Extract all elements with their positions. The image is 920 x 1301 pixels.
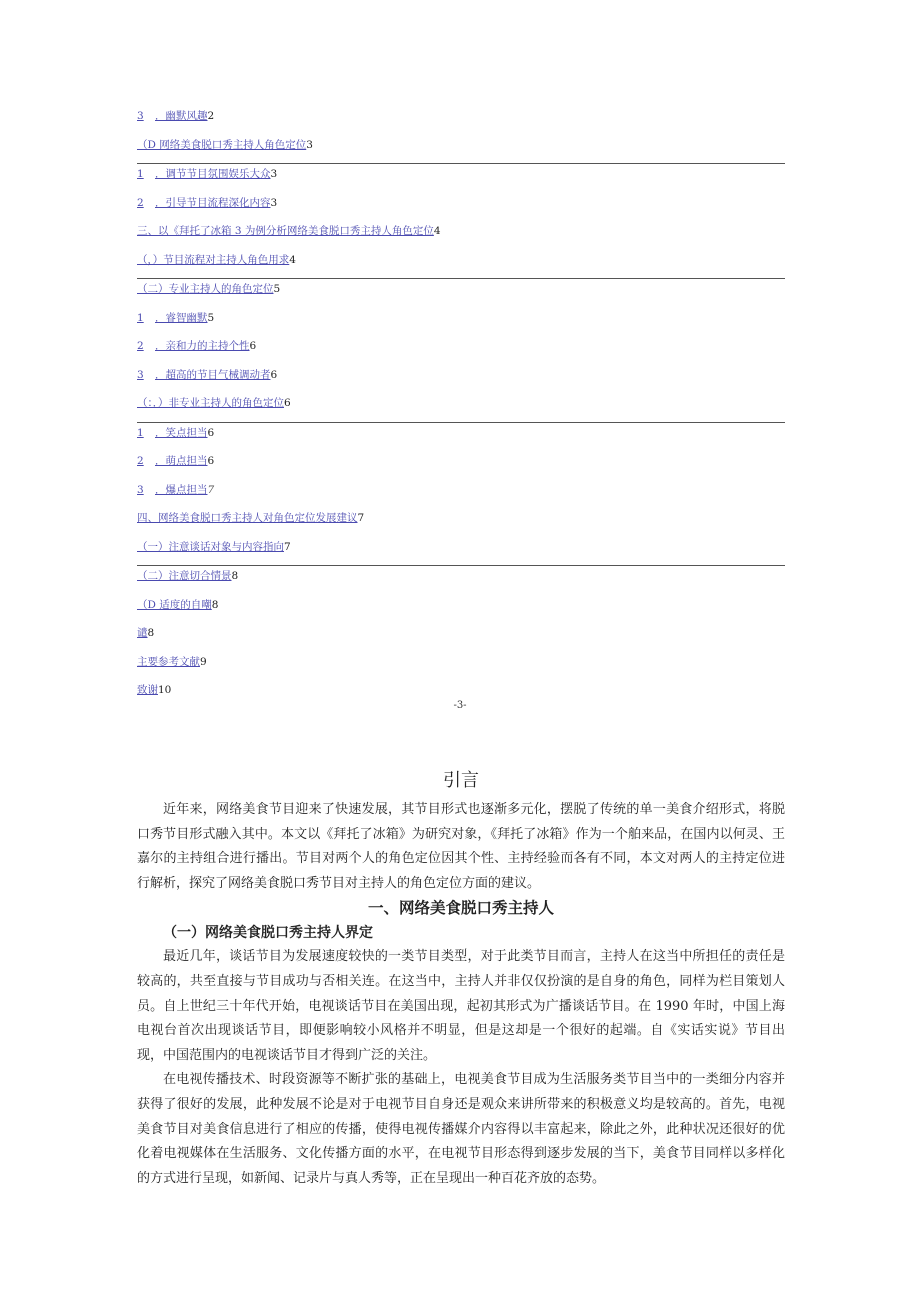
toc-entry-page: 6	[207, 455, 215, 467]
toc-entry-link[interactable]: ．爆点担当	[155, 483, 208, 496]
toc-entry-page: 3	[270, 168, 278, 180]
toc-entry[interactable]	[137, 250, 785, 280]
toc-entry-link[interactable]: ．萌点担当	[155, 455, 208, 467]
toc-entry[interactable]	[137, 106, 785, 135]
toc-entry-number[interactable]: 3	[137, 110, 144, 122]
main-body	[137, 770, 785, 1191]
toc-entry-link[interactable]: （，）节目流程对主持人角色用求	[137, 253, 290, 266]
intro-paragraph: 近年来，网络美食节目迎来了快速发展，其节目形式也逐渐多元化，摆脱了传统的单一美食介绍形式，将脱口秀节目形式融入其中。本文以《拜托了冰箱》为研究对象，《拜托了冰箱》作为一个舶来品，在国内以何灵、王嘉尔的主持组合进行播出。节目对两个人的角色定位因其个性、主持经验而各有不同，本文对两人的主持定位进行解析，探究了网络美食脱口秀节目对主持人的角色定位方面的建议。	[137, 802, 785, 891]
toc-entry-link[interactable]: （：．）非专业主持人的角色定位	[137, 397, 284, 409]
toc-entry-page: 9	[200, 655, 207, 668]
toc-entry-page: 6	[284, 397, 291, 409]
toc-entry-page: 5	[207, 311, 215, 324]
body-paragraph-2: 在电视传播技术、时段资源等不断扩张的基础上，电视美食节目成为生活服务类节目当中的一类细分内容并获得了很好的发展，此种发展不论是对于电视节目自身还是观众来讲所带来的积极意义均是较高的。首先，电视美食节目对美食信息进行了相应的传播，使得电视传播媒介内容得以丰富起来，除此之外，此种状况还很好的优化着电视媒体在生活服务、文化传播方面的水平，在电视节目形态得到逐步发展的当下，美食节目同样以多样化的方式进行呈现，如新闻、记录片与真人秀等，正在呈现出一种百花齐放的态势。	[137, 1072, 785, 1186]
toc-entry-link[interactable]: 四、网络美食脱口秀主持人对角色定位发展建议	[137, 512, 358, 524]
toc-entry-link[interactable]: ．引导节目流程深化内容	[155, 196, 271, 209]
toc-entry[interactable]	[137, 508, 785, 537]
toc-entry[interactable]	[137, 164, 785, 193]
toc-entry-page: 2	[207, 110, 215, 122]
toc-entry-link[interactable]: （D 网络美食脱口秀主持人角色定位	[137, 138, 307, 151]
toc-entry[interactable]	[137, 336, 785, 365]
toc-entry-page: 7	[357, 512, 365, 524]
table-of-contents	[137, 106, 785, 709]
toc-entry[interactable]	[137, 595, 785, 624]
toc-entry-link[interactable]: （一）注意谈话对象与内容指向	[137, 540, 284, 553]
toc-entry[interactable]	[137, 451, 785, 480]
toc-entry-number[interactable]: 2	[137, 196, 144, 209]
toc-entry-number[interactable]: 1	[137, 426, 144, 439]
toc-entry-number[interactable]: 3	[137, 368, 144, 381]
toc-entry-page: 5	[273, 283, 281, 295]
toc-entry-link[interactable]: ．调节节目氛围娱乐大众	[155, 168, 271, 180]
toc-entry[interactable]	[137, 135, 785, 165]
toc-entry[interactable]	[137, 623, 785, 652]
toc-entry-page: 8	[147, 627, 155, 639]
toc-entry[interactable]	[137, 193, 785, 222]
toc-entry-page: 7	[284, 540, 291, 553]
toc-entry[interactable]	[137, 537, 785, 567]
toc-entry-page: 4	[433, 225, 441, 237]
toc-entry[interactable]	[137, 393, 785, 423]
toc-entry-page: 7	[207, 483, 215, 496]
toc-entry[interactable]	[137, 566, 785, 595]
toc-entry[interactable]	[137, 480, 785, 509]
toc-entry[interactable]	[137, 279, 785, 308]
toc-entry-number[interactable]: 1	[137, 168, 144, 180]
toc-entry-link[interactable]: （二）注意切合情景	[137, 570, 232, 582]
toc-entry-number[interactable]: 2	[137, 455, 144, 467]
body-paragraph-1: 最近几年，谈话节目为发展速度较快的一类节目类型，对于此类节目而言，主持人在这当中所担任的责任是较高的，共至直接与节目成功与否相关连。在这当中，主持人并非仅仅扮演的是自身的角色，同样为栏目策划人员。自上世纪三十年代开始，电视谈话节目在美国出现，起初其形式为广播谈话节目。在 1990 年时，中国上海电视台首次出现谈话节目，即便影响较小风格并不明显，但是这却是一个很好的起端。自《实话实说》节目出现，中国范围内的电视谈话节目才得到广泛的关注。	[137, 949, 785, 1063]
toc-entry-link[interactable]: ．笑点担当	[155, 426, 208, 439]
toc-entry-page: 6	[249, 340, 257, 352]
toc-entry-page: 10	[158, 684, 172, 696]
toc-entry-number[interactable]: 3	[137, 483, 144, 496]
toc-entry[interactable]	[137, 221, 785, 250]
subsection-1-heading: （一）网络美食脱口秀主持人界定	[163, 925, 373, 942]
toc-entry-link[interactable]: （二）专业主持人的角色定位	[137, 283, 274, 295]
toc-entry-page: 8	[211, 598, 219, 611]
toc-entry-link[interactable]: ．亲和力的主持个性	[155, 340, 250, 352]
toc-entry[interactable]	[137, 652, 785, 681]
toc-entry[interactable]	[137, 308, 785, 337]
toc-entry-link[interactable]: 谴	[137, 627, 148, 639]
section-1-heading: 一、网络美食脱口秀主持人	[367, 899, 554, 918]
toc-entry-page: 6	[207, 426, 215, 439]
toc-entry-page: 4	[289, 253, 296, 266]
intro-title: 引言	[443, 770, 479, 791]
toc-entry-page: 3	[306, 138, 313, 151]
toc-entry-link[interactable]: ．超高的节目气械调动者	[155, 368, 271, 381]
toc-entry-link[interactable]: ．睿智幽默	[155, 311, 208, 324]
toc-entry[interactable]	[137, 423, 785, 452]
toc-entry-page: 3	[270, 196, 278, 209]
toc-entry-link[interactable]: ．幽默风趣	[155, 110, 208, 122]
toc-entry-page: 8	[231, 570, 239, 582]
toc-entry-number[interactable]: 1	[137, 311, 144, 324]
toc-entry-number[interactable]: 2	[137, 340, 144, 352]
toc-entry-link[interactable]: 三、以《拜托了冰箱 3 为例分析网络美食脱口秀主持人角色定位	[137, 225, 434, 237]
toc-entry-link[interactable]: 致谢	[137, 684, 158, 696]
toc-entry-link[interactable]: （D 适度的自嘲	[137, 598, 212, 611]
toc-entry-link[interactable]: 主要参考文献	[137, 655, 200, 668]
page-number: -3-	[453, 700, 467, 711]
toc-entry-page: 6	[270, 368, 278, 381]
toc-entry[interactable]	[137, 365, 785, 394]
